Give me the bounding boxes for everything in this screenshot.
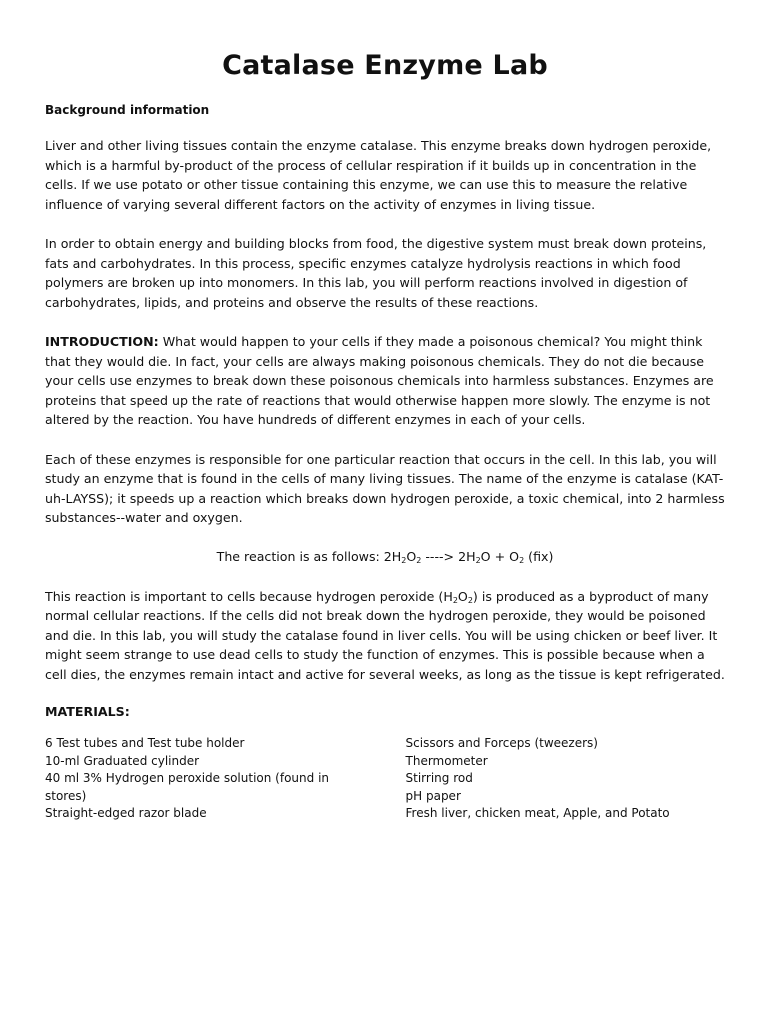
- reaction-prefix: The reaction is as follows: 2H: [216, 549, 402, 565]
- background-heading: Background information: [45, 103, 210, 117]
- material-item: stores): [45, 788, 87, 803]
- materials-list: [45, 735, 725, 823]
- paragraph-background-1: Liver and other living tissues contain the enzyme catalase. This enzyme breaks down hydrogen peroxide, which is a harmful by-product of the process of cellular respiration if it builds up in concentration in the cells. If we use potato or other tissue containing this enzyme, we can use this to measure the relative influence of varying several different factors on the activity of enzymes in living tissue.: [45, 138, 712, 212]
- importance-mid: O: [457, 588, 468, 604]
- importance-after: ) is produced as a byproduct of many normal cellular reactions. If the cells did not break down the hydrogen peroxide, they would be poisoned and die. In this lab, you will study the catalase found in liver cells. You will be using chicken or beef liver. It might seem strange to use dead cells to study the function of enzymes. This is possible because when a cell dies, the enzymes remain intact and active for several weeks, as long as the tissue is kept refrigerated.: [45, 588, 725, 683]
- material-item: Stirring rod: [405, 771, 473, 786]
- reaction-sub-3: 2: [475, 556, 481, 566]
- introduction-text: What would happen to your cells if they made a poisonous chemical? You might think that they would die. In fact, your cells are always making poisonous chemicals. They do not die because your cells use enzymes to break down these poisonous chemicals into harmless substances. Enzymes are proteins that speed up the rate of reactions that would otherwise happen more slowly. The enzyme is not altered by the reaction. You have hundreds of different enzymes in each of your cells.: [45, 333, 714, 428]
- reaction-mid-1: O: [406, 549, 417, 565]
- materials-column-left: [45, 735, 345, 823]
- reaction-suffix: (fix): [524, 549, 554, 565]
- material-item: Scissors and Forceps (tweezers): [405, 736, 598, 751]
- material-item: pH paper: [405, 788, 461, 803]
- paragraph-introduction: [45, 332, 725, 430]
- importance-before: This reaction is important to cells because hydrogen peroxide (H: [45, 588, 453, 604]
- material-item: 10-ml Graduated cylinder: [45, 753, 200, 768]
- importance-sub-2: 2: [467, 595, 473, 605]
- importance-sub-1: 2: [452, 595, 458, 605]
- document-page: [45, 50, 725, 823]
- reaction-sub-1: 2: [401, 556, 407, 566]
- materials-heading: MATERIALS:: [45, 704, 130, 720]
- reaction-arrow: ----> 2H: [421, 549, 476, 565]
- material-item: Fresh liver, chicken meat, Apple, and Potato: [405, 806, 670, 821]
- material-item: 40 ml 3% Hydrogen peroxide solution (found in: [45, 771, 330, 786]
- introduction-label: INTRODUCTION:: [45, 333, 159, 349]
- reaction-mid-2: O + O: [480, 549, 520, 565]
- materials-column-right: [406, 735, 725, 823]
- paragraph-background-2: In order to obtain energy and building blocks from food, the digestive system must break down proteins, fats and carbohydrates. In this process, specific enzymes catalyze hydrolysis reactions in which food polymers are broken up into monomers. In this lab, you will perform reactions involved in digestion of carbohydrates, lipids, and proteins and observe the results of these reactions.: [45, 235, 707, 310]
- paragraph-importance: [45, 587, 725, 685]
- page-title: Catalase Enzyme Lab: [222, 50, 548, 81]
- paragraph-enzyme: Each of these enzymes is responsible for one particular reaction that occurs in the cell. In this lab, you will study an enzyme that is found in the cells of many living tissues. The name of the enzyme is catalase (KAT-uh-LAYSS); it speeds up a reaction which breaks down hydrogen peroxide, a toxic chemical, into 2 harmless substances--water and oxygen.: [45, 451, 725, 526]
- material-item: Thermometer: [405, 753, 488, 768]
- reaction-sub-4: 2: [519, 556, 525, 566]
- material-item: Straight-edged razor blade: [45, 806, 207, 821]
- reaction-equation: [45, 547, 725, 567]
- reaction-sub-2: 2: [416, 556, 422, 566]
- material-item: 6 Test tubes and Test tube holder: [45, 736, 245, 751]
